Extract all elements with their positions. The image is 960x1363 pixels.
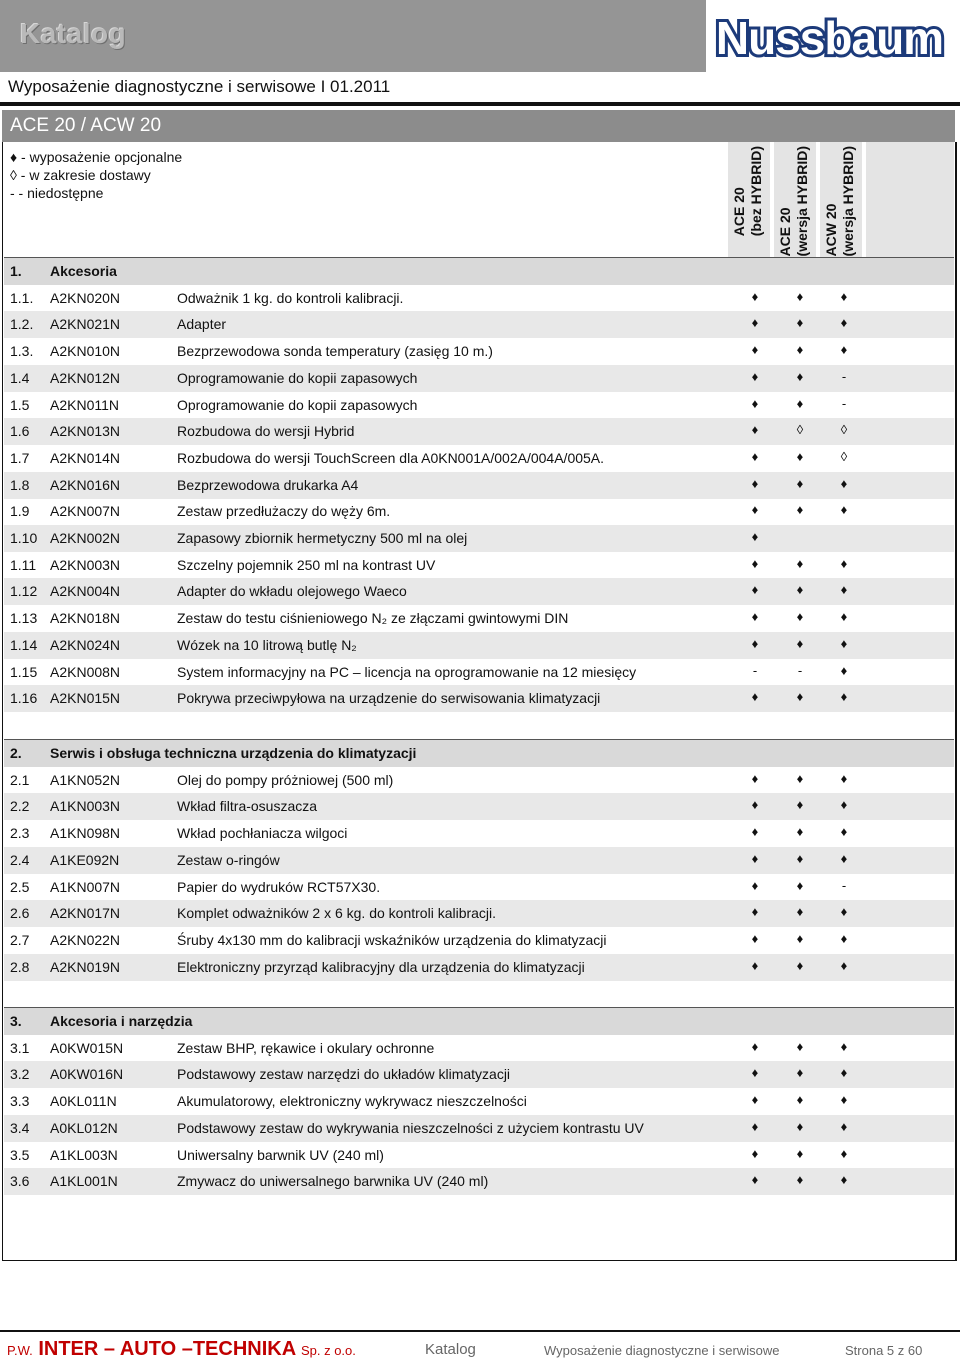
item-number: 1.1. [10,289,34,306]
item-description: Zestaw do testu ciśnieniowego N₂ ze złączami gwintowymi DIN [177,610,569,627]
table-row [4,285,954,312]
item-code: A2KN019N [50,958,121,975]
availability-mark: ♦ [840,1038,848,1054]
availability-mark: ♦ [796,1145,804,1161]
item-code: A2KN008N [50,663,121,680]
table-row [4,552,954,579]
item-number: 1.8 [10,476,30,493]
item-description: Wózek na 10 litrową butlę N₂ [177,636,357,653]
item-code: A2KN021N [50,316,121,333]
legend-included: ◊ - w zakresie dostawy [10,167,151,183]
table-row [4,1115,954,1142]
table-row [4,1035,954,1062]
table-row [4,472,954,499]
availability-mark: ♦ [796,770,804,786]
item-code: A1KN098N [50,825,121,842]
category-header [4,1008,954,1035]
availability-mark: ♦ [796,555,804,571]
availability-mark: ♦ [751,1118,759,1134]
availability-mark: ♦ [796,850,804,866]
availability-mark: ♦ [840,609,848,625]
availability-mark: ♦ [751,689,759,705]
availability-mark: ♦ [751,1038,759,1054]
availability-mark: ♦ [840,797,848,813]
availability-mark: ♦ [796,904,804,920]
availability-mark: ♦ [840,824,848,840]
item-code: A0KL012N [50,1119,118,1136]
table-row [4,418,954,445]
availability-mark: ♦ [751,824,759,840]
item-code: A2KN014N [50,449,121,466]
availability-mark: ♦ [796,930,804,946]
availability-mark: ♦ [751,930,759,946]
item-code: A1KN003N [50,798,121,815]
item-number: 1.3. [10,343,34,360]
item-number: 1.11 [10,556,37,573]
table-row [4,445,954,472]
item-description: Oprogramowanie do kopii zapasowych [177,396,418,413]
availability-mark: - [841,368,847,384]
availability-mark: ♦ [751,582,759,598]
item-description: Odważnik 1 kg. do kontroli kalibracji. [177,289,404,306]
table-row [4,659,954,686]
item-code: A0KW016N [50,1066,124,1083]
availability-mark: ♦ [840,957,848,973]
item-code: A2KN010N [50,343,121,360]
item-code: A2KN007N [50,503,121,520]
item-number: 2.2 [10,798,30,815]
availability-mark: ♦ [840,1065,848,1081]
document-subtitle: Wyposażenie diagnostyczne i serwisowe I 01.2011 [8,77,391,96]
item-description: Pokrywa przeciwpyłowa na urządzenie do serwisowania klimatyzacji [177,690,601,707]
item-description: Podstawowy zestaw narzędzi do układów klimatyzacji [177,1066,511,1083]
availability-mark: ♦ [840,315,848,331]
availability-mark: ♦ [751,1145,759,1161]
item-description: Zestaw przedłużaczy do węży 6m. [177,503,391,520]
item-number: 2.1 [10,771,30,788]
availability-mark: ♦ [840,662,848,678]
availability-mark: ♦ [840,582,848,598]
table-row [4,874,954,901]
availability-mark: ♦ [840,689,848,705]
nussbaum-logo [708,8,951,68]
availability-mark: ♦ [751,448,759,464]
availability-mark: ♦ [751,1092,759,1108]
availability-mark: ♦ [796,288,804,304]
table-row [4,338,954,365]
table-row [4,1168,954,1195]
item-code: A2KN024N [50,636,121,653]
availability-mark: - [797,662,803,678]
availability-mark: ♦ [751,368,759,384]
availability-mark: ♦ [840,1145,848,1161]
item-number: 2.7 [10,931,30,948]
item-number: 1.14 [10,636,38,653]
availability-mark: ♦ [751,342,759,358]
availability-mark: ♦ [840,1172,848,1188]
item-number: 2.8 [10,958,30,975]
availability-mark: ♦ [796,957,804,973]
availability-mark: ♦ [840,288,848,304]
item-description: Komplet odważników 2 x 6 kg. do kontroli kalibracji. [177,905,497,922]
footer-company-suffix: Sp. z o.o. [300,1343,356,1358]
section-header [2,110,955,142]
availability-mark: ♦ [751,288,759,304]
availability-mark: ♦ [751,609,759,625]
item-description: Bezprzewodowa sonda temperatury (zasięg 10 m.) [177,343,493,360]
column-header-ace20-hybrid [777,146,811,256]
availability-mark: ♦ [751,904,759,920]
item-description: Zestaw BHP, rękawice i okulary ochronne [177,1039,435,1056]
item-code: A2KN013N [50,423,121,440]
item-code: A0KW015N [50,1039,124,1056]
item-code: A2KN003N [50,556,121,573]
availability-mark: ♦ [796,475,804,491]
footer-subtitle: Wyposażenie diagnostyczne i serwisowe [544,1343,780,1358]
item-number: 3.3 [10,1093,30,1110]
item-code: A2KN004N [50,583,121,600]
footer-catalog: Katalog [425,1341,476,1358]
item-number: 2.6 [10,905,30,922]
legend-unavailable: - - niedostępne [10,185,104,201]
item-code: A1KE092N [50,851,120,868]
availability-mark: - [841,395,847,411]
item-description: Elektroniczny przyrząd kalibracyjny dla urządzenia do klimatyzacji [177,958,585,975]
item-description: System informacyjny na PC – licencja na oprogramowanie na 12 miesięcy [177,663,637,680]
column-header-line: (wersja HYBRID) [840,146,856,257]
item-description: Podstawowy zestaw do wykrywania nieszczelności z użyciem kontrastu UV [177,1119,644,1136]
item-code: A1KN007N [50,878,121,895]
table-row [4,1061,954,1088]
availability-mark: ♦ [840,1092,848,1108]
category-number: 3. [10,1013,22,1029]
category-number: 1. [10,263,22,279]
availability-mark: - [841,877,847,893]
table-row [4,793,954,820]
availability-mark: ♦ [796,689,804,705]
item-code: A2KN011N [50,396,120,413]
availability-mark: ♦ [751,877,759,893]
availability-mark: ♦ [796,342,804,358]
availability-mark: ♦ [751,850,759,866]
table-row [4,392,954,419]
item-number: 3.4 [10,1119,30,1136]
availability-mark: ♦ [796,368,804,384]
availability-mark: ♦ [751,475,759,491]
item-number: 1.2. [10,316,34,333]
availability-mark: ♦ [796,315,804,331]
column-header-line: (bez HYBRID) [748,146,764,237]
item-number: 1.4 [10,369,30,386]
item-number: 1.7 [10,449,30,466]
availability-mark: ♦ [751,395,759,411]
item-code: A0KL011N [50,1093,117,1110]
column-header-line: ACE 20 [731,187,747,237]
availability-mark: ♦ [751,555,759,571]
item-code: A2KN022N [50,931,121,948]
availability-mark: ♦ [796,1065,804,1081]
availability-mark: ♦ [751,957,759,973]
item-code: A1KL001N [50,1173,118,1190]
footer-divider [0,1330,960,1332]
table-row [4,954,954,981]
column-header-line: ACW 20 [823,203,839,257]
availability-mark: ♦ [751,315,759,331]
footer-company [7,1338,356,1361]
availability-mark: ♦ [796,824,804,840]
availability-mark: ♦ [840,904,848,920]
item-number: 3.6 [10,1173,30,1190]
item-number: 2.5 [10,878,30,895]
item-number: 1.9 [10,503,30,520]
column-header-ace20-bez-hybrid [731,146,765,236]
column-header-line: (wersja HYBRID) [794,146,810,257]
table-row [4,632,954,659]
item-description: Szczelny pojemnik 250 ml na kontrast UV [177,556,436,573]
table-row [4,311,954,338]
availability-mark: ♦ [796,395,804,411]
item-code: A2KN012N [50,369,121,386]
availability-mark: ♦ [796,797,804,813]
category-title: Serwis i obsługa techniczna urządzenia do klimatyzacji [50,745,417,761]
item-number: 1.5 [10,396,30,413]
item-description: Wkład pochłaniacza wilgoci [177,825,348,842]
availability-mark: ♦ [751,422,759,438]
catalog-title: Katalog [20,18,127,49]
table-row [4,498,954,525]
availability-mark: ♦ [796,609,804,625]
item-description: Olej do pompy próżniowej (500 ml) [177,771,394,788]
availability-mark: ♦ [796,877,804,893]
availability-mark: ♦ [796,1118,804,1134]
column-shade-blank [866,142,954,260]
availability-mark: ♦ [796,582,804,598]
availability-mark: ♦ [840,770,848,786]
item-number: 3.5 [10,1146,30,1163]
item-code: A1KN052N [50,771,121,788]
table-row [4,1142,954,1169]
table-row [4,767,954,794]
availability-mark: ♦ [840,475,848,491]
item-description: Papier do wydruków RCT57X30. [177,878,381,895]
availability-mark: ♦ [751,1065,759,1081]
availability-mark: ♦ [796,448,804,464]
availability-mark: ♦ [796,635,804,651]
availability-mark: ♦ [796,502,804,518]
item-number: 1.12 [10,583,38,600]
item-description: Zestaw o-ringów [177,851,280,868]
footer-company-name: INTER – AUTO –TECHNIKA [38,1338,296,1360]
item-number: 3.1 [10,1039,30,1056]
availability-mark: ◊ [840,448,848,464]
availability-mark: ♦ [751,635,759,651]
item-description: Adapter do wkładu olejowego Waeco [177,583,407,600]
availability-mark: ♦ [840,1118,848,1134]
item-description: Wkład filtra-osuszacza [177,798,318,815]
item-number: 1.15 [10,663,38,680]
item-description: Rozbudowa do wersji Hybrid [177,423,355,440]
availability-mark: ♦ [840,555,848,571]
item-description: Oprogramowanie do kopii zapasowych [177,369,418,386]
category-title: Akcesoria i narzędzia [50,1013,193,1029]
availability-mark: ◊ [840,422,848,438]
category-header [4,740,954,767]
availability-mark: ◊ [796,422,804,438]
item-description: Zmywacz do uniwersalnego barwnika UV (240 ml) [177,1173,489,1190]
legend-optional: ♦ - wyposażenie opcjonalne [10,149,183,165]
item-code: A2KN015N [50,690,121,707]
item-description: Uniwersalny barwnik UV (240 ml) [177,1146,384,1163]
availability-mark: ♦ [751,770,759,786]
availability-mark: ♦ [840,502,848,518]
availability-mark: ♦ [796,1038,804,1054]
item-description: Śruby 4x130 mm do kalibracji wskaźników urządzenia do klimatyzacji [177,931,607,948]
legend [10,148,182,202]
availability-mark: ♦ [751,502,759,518]
item-description: Akumulatorowy, elektroniczny wykrywacz nieszczelności [177,1093,527,1110]
footer-pw: P.W. [7,1343,33,1358]
item-description: Zapasowy zbiornik hermetyczny 500 ml na olej [177,530,468,546]
table-row [4,820,954,847]
availability-mark: - [752,662,758,678]
availability-mark: ♦ [751,529,759,544]
item-description: Rozbudowa do wersji TouchScreen dla A0KN001A/002A/004A/005A. [177,449,605,466]
table-row [4,578,954,605]
table-row [4,365,954,392]
item-code: A2KN020N [50,289,121,306]
item-description: Bezprzewodowa drukarka A4 [177,476,359,493]
section-title: ACE 20 / ACW 20 [10,115,162,136]
category-number: 2. [10,745,22,761]
table-row [4,847,954,874]
logo-text: Nussbaum [715,12,944,64]
item-number: 2.4 [10,851,30,868]
item-code: A2KN016N [50,476,121,493]
availability-mark: ♦ [840,930,848,946]
item-number: 3.2 [10,1066,30,1083]
item-code: A2KN017N [50,905,121,922]
category-title: Akcesoria [50,263,117,279]
item-code: A2KN002N [50,530,121,546]
availability-mark: ♦ [796,1172,804,1188]
item-description: Adapter [177,316,227,333]
item-number: 1.10 [10,530,38,546]
item-code: A2KN018N [50,610,121,627]
category-header [4,258,954,285]
header-divider [0,102,960,106]
item-number: 1.6 [10,423,30,440]
availability-mark: ♦ [840,342,848,358]
item-number: 2.3 [10,825,30,842]
availability-mark: ♦ [840,850,848,866]
availability-mark: ♦ [840,635,848,651]
column-header-acw20-hybrid [823,146,857,256]
table-row [4,605,954,632]
table-row [4,1088,954,1115]
table-row [4,900,954,927]
table-row [4,525,954,552]
table-row [4,685,954,712]
availability-mark: ♦ [751,797,759,813]
column-header-line: ACE 20 [777,207,793,257]
table-row [4,927,954,954]
item-code: A1KL003N [50,1146,118,1163]
availability-mark: ♦ [751,1172,759,1188]
availability-mark: ♦ [796,1092,804,1108]
footer-page-number: Strona 5 z 60 [845,1343,923,1358]
item-number: 1.16 [10,690,38,707]
item-number: 1.13 [10,610,38,627]
